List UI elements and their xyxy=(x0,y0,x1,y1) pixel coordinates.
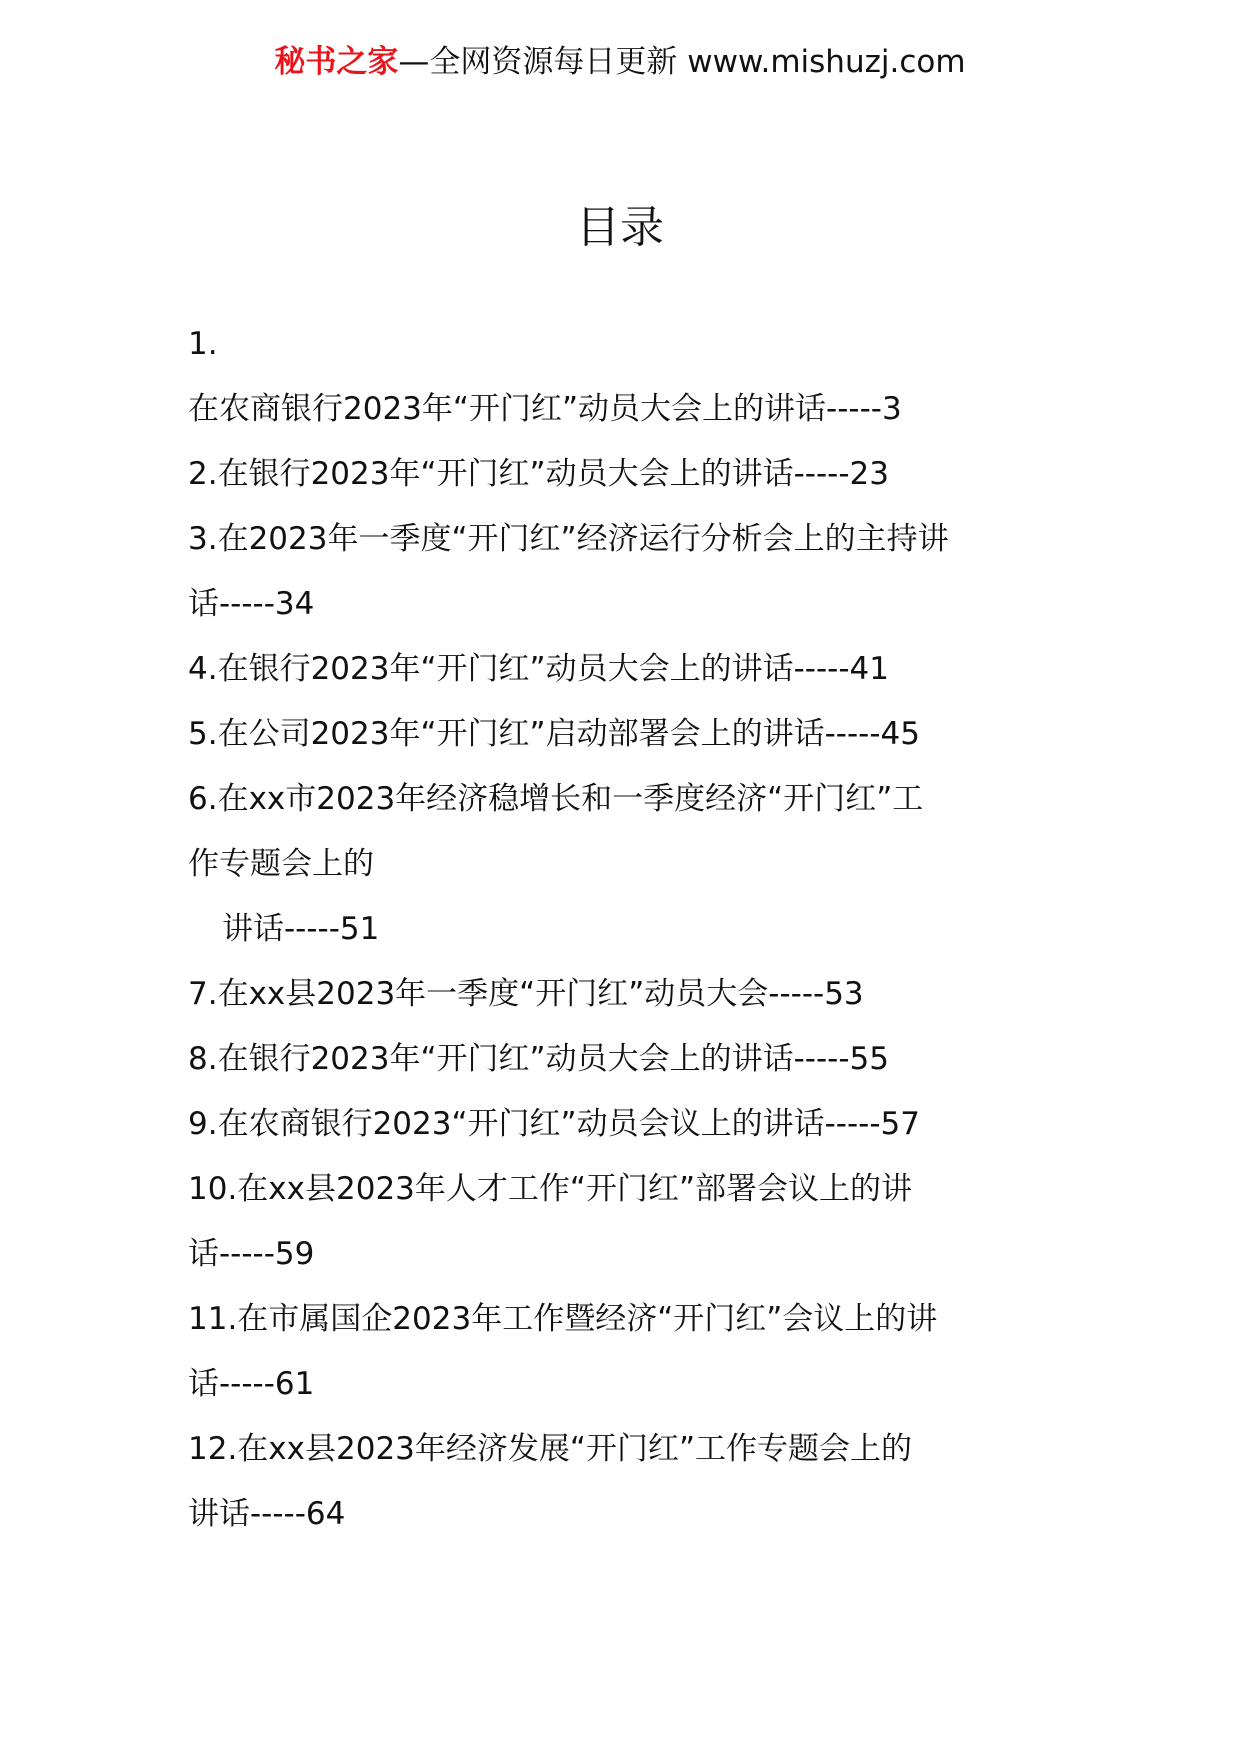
toc-line: 1. xyxy=(188,326,218,362)
toc-line: 3.在2023年一季度“开门红”经济运行分析会上的主持讲 xyxy=(188,521,949,557)
page-title: 目录 xyxy=(576,202,664,253)
toc-line: 2.在银行2023年“开门红”动员大会上的讲话-----23 xyxy=(188,456,889,492)
toc-line: 讲话-----51 xyxy=(222,911,380,947)
toc-line: 10.在xx县2023年人才工作“开门红”部署会议上的讲 xyxy=(188,1171,913,1207)
toc-line: 6.在xx市2023年经济稳增长和一季度经济“开门红”工 xyxy=(188,781,924,817)
header-tagline: —全网资源每日更新 www.mishuzj.com xyxy=(398,44,966,80)
toc-line: 5.在公司2023年“开门红”启动部署会上的讲话-----45 xyxy=(188,716,920,752)
toc-line: 讲话-----64 xyxy=(188,1496,346,1532)
toc-line: 话-----34 xyxy=(188,586,315,622)
toc-line: 11.在市属国企2023年工作暨经济“开门红”会议上的讲 xyxy=(188,1301,938,1337)
toc-line: 在农商银行2023年“开门红”动员大会上的讲话-----3 xyxy=(188,391,902,427)
brand-name: 秘书之家 xyxy=(274,44,399,80)
site-header xyxy=(0,40,1240,84)
toc-line: 9.在农商银行2023“开门红”动员会议上的讲话-----57 xyxy=(188,1106,920,1142)
toc-line: 话-----61 xyxy=(188,1366,315,1402)
toc-line: 4.在银行2023年“开门红”动员大会上的讲话-----41 xyxy=(188,651,889,687)
toc-line: 8.在银行2023年“开门红”动员大会上的讲话-----55 xyxy=(188,1041,889,1077)
toc-line: 7.在xx县2023年一季度“开门红”动员大会-----53 xyxy=(188,976,864,1012)
toc-line: 话-----59 xyxy=(188,1236,315,1272)
table-of-contents xyxy=(188,312,1068,1547)
toc-line: 作专题会上的 xyxy=(188,846,374,882)
toc-line: 12.在xx县2023年经济发展“开门红”工作专题会上的 xyxy=(188,1431,913,1467)
